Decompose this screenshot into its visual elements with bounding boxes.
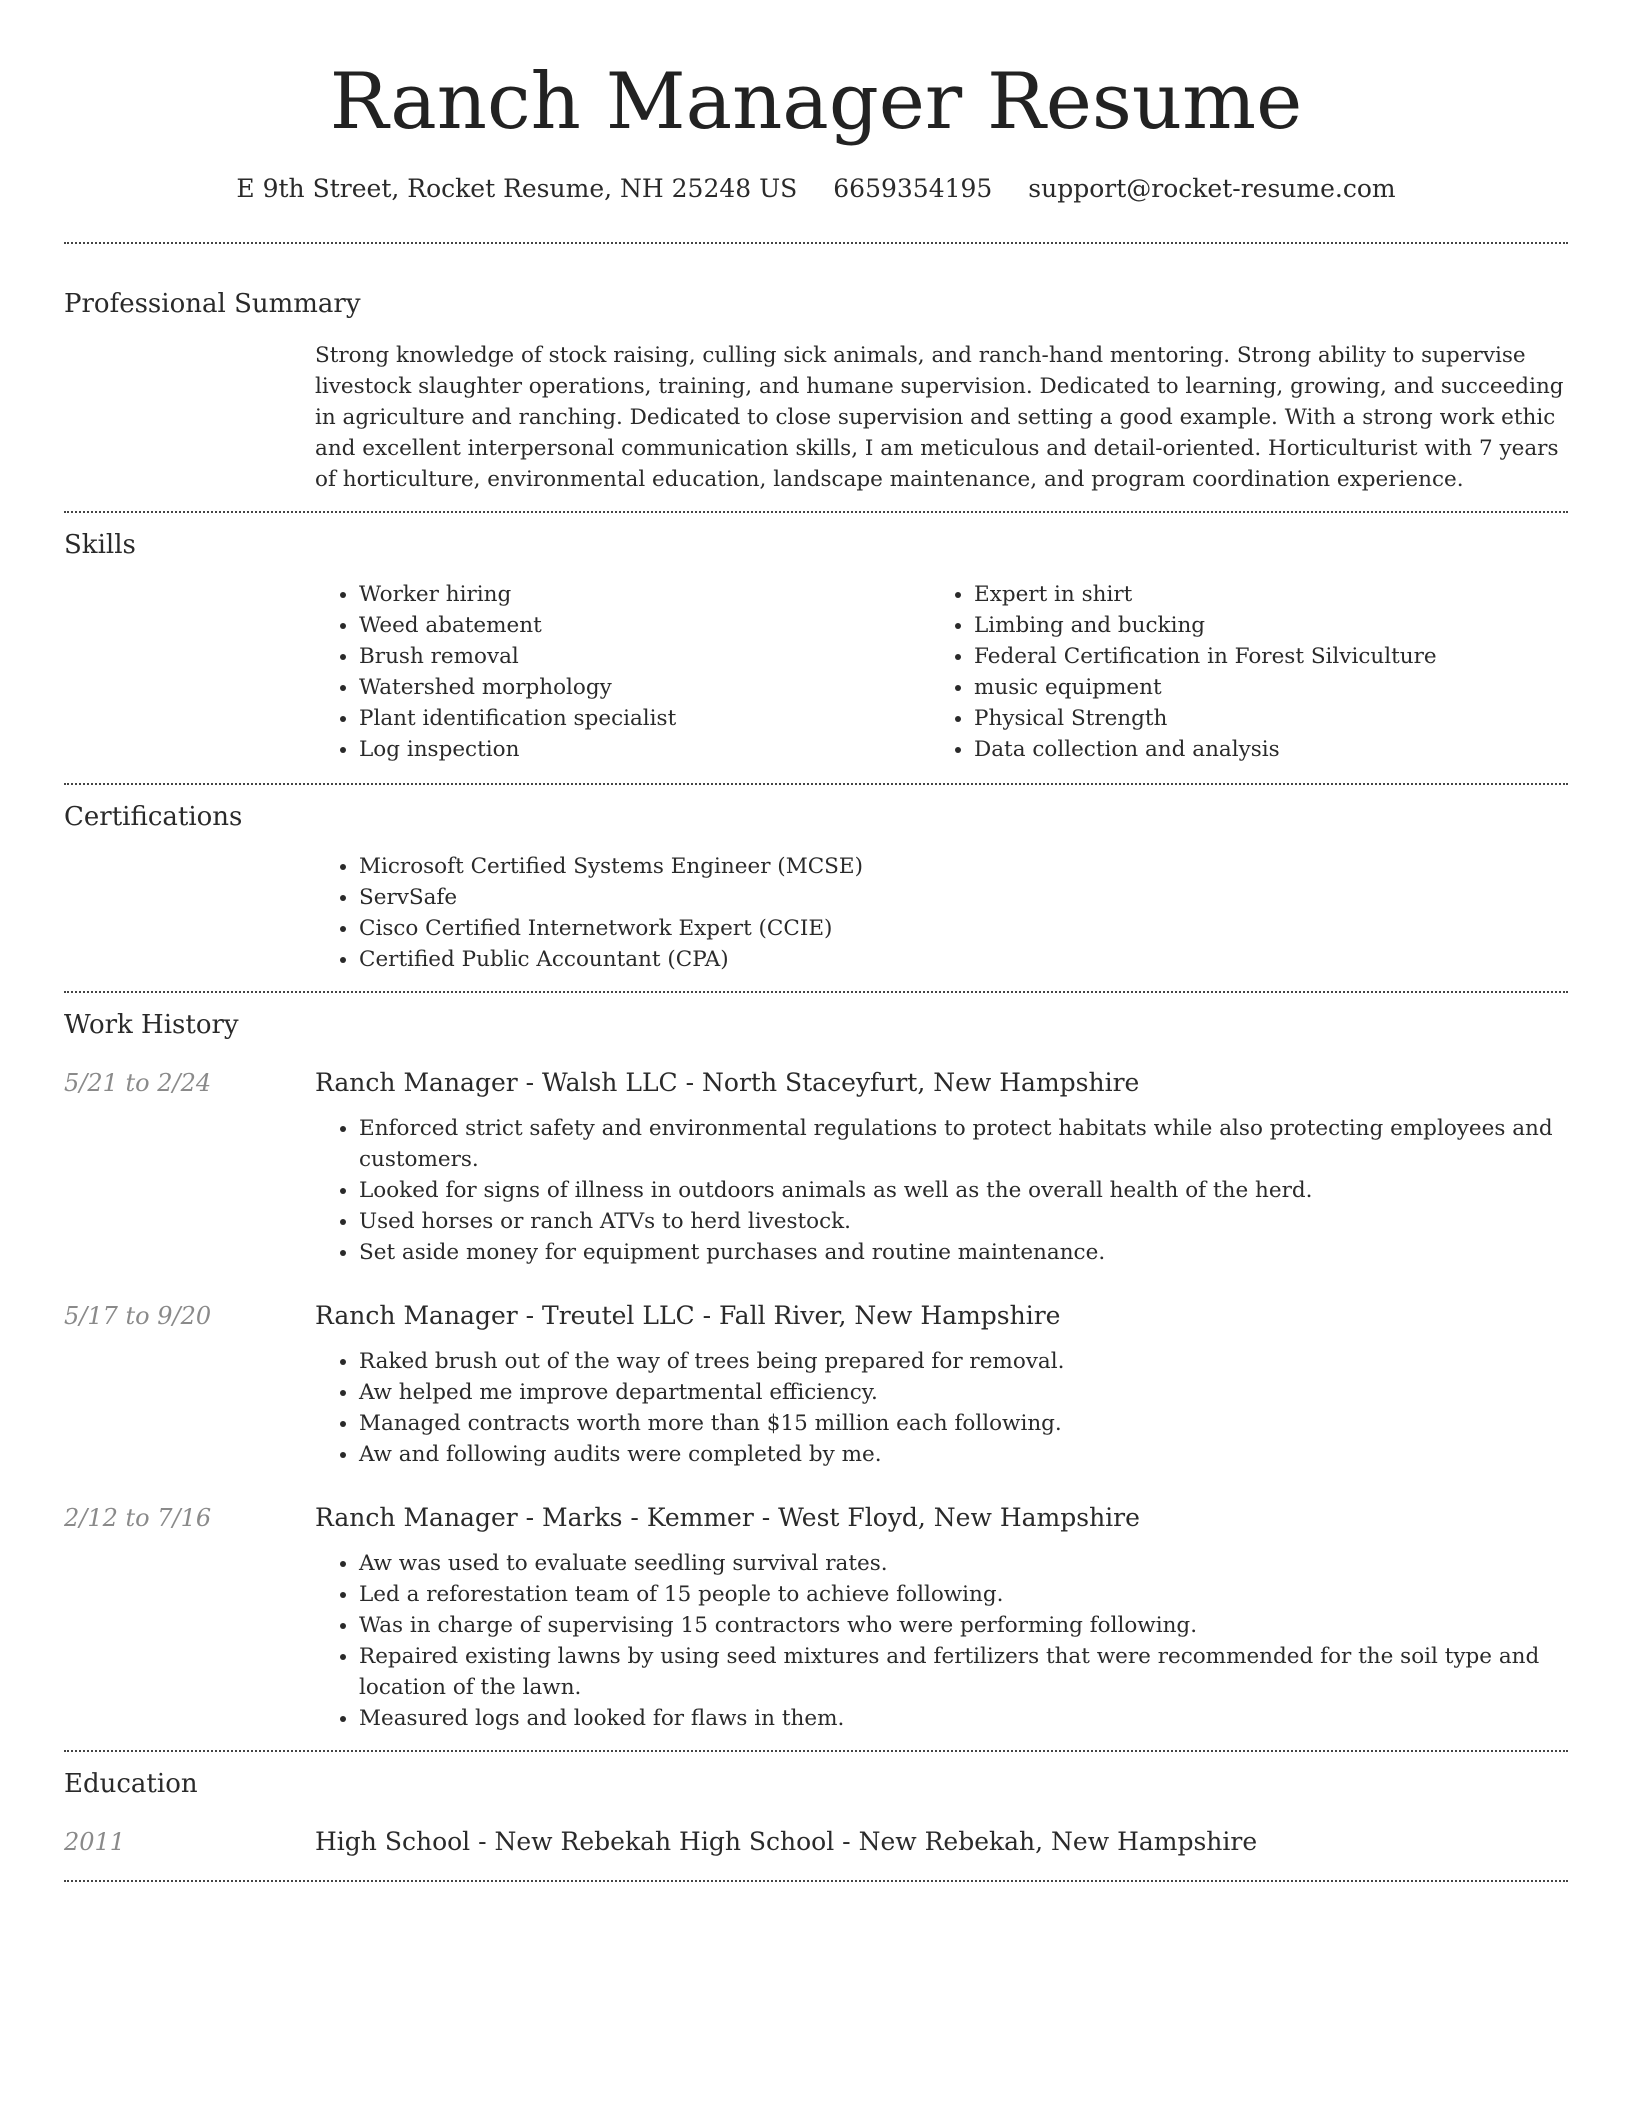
job-bullet: • Enforced strict safety and environmental regulations to protect habitats while also protecting employees and customers. (359, 1113, 1568, 1175)
job-bullet: • Repaired existing lawns by using seed mixtures and fertilizers that were recommended for the soil type and location of the lawn. (359, 1641, 1568, 1703)
certification-item: • Certified Public Accountant (CPA) (359, 944, 1568, 975)
job-bullet: • Used horses or ranch ATVs to herd livestock. (359, 1206, 1568, 1237)
summary-heading: Professional Summary (64, 289, 361, 319)
job-dates: 2/12 to 7/16 (64, 1504, 212, 1532)
skills-heading: Skills (64, 530, 136, 560)
skill-item: • Worker hiring (359, 579, 930, 610)
education-title: High School - New Rebekah High School - New Rebekah, New Hampshire (315, 1827, 1258, 1856)
skill-item: • Plant identification specialist (359, 703, 930, 734)
page-title: Ranch Manager Resume (329, 57, 1303, 147)
skills-columns (315, 579, 1568, 783)
work-history-heading: Work History (64, 1010, 239, 1040)
skill-item: • music equipment (974, 672, 1545, 703)
skill-item: • Limbing and bucking (974, 610, 1545, 641)
job-title: Ranch Manager - Treutel LLC - Fall River, New Hampshire (315, 1301, 1061, 1330)
education-entry (64, 1824, 1568, 1880)
divider (64, 1880, 1568, 1882)
education-heading: Education (64, 1769, 198, 1799)
job-bullets (315, 1548, 1568, 1734)
job-bullet: • Managed contracts worth more than $15 million each following. (359, 1408, 1568, 1439)
skill-item: • Physical Strength (974, 703, 1545, 734)
job-title: Ranch Manager - Walsh LLC - North Staceyfurt, New Hampshire (315, 1068, 1140, 1097)
skills-list-right (930, 579, 1545, 765)
job-dates: 5/17 to 9/20 (64, 1302, 212, 1330)
skill-item: • Expert in shirt (974, 579, 1545, 610)
contact-email: support@rocket-resume.com (1028, 174, 1396, 203)
skill-item: • Federal Certification in Forest Silviculture (974, 641, 1545, 672)
job-bullets (315, 1113, 1568, 1268)
skill-item: • Weed abatement (359, 610, 930, 641)
certification-item: • Microsoft Certified Systems Engineer (MCSE) (359, 851, 1568, 882)
skills-section (64, 513, 1568, 783)
certifications-list-wrap (315, 851, 1568, 991)
job-bullet-list (315, 1113, 1568, 1268)
certification-item: • ServSafe (359, 882, 1568, 913)
skill-item: • Watershed morphology (359, 672, 930, 703)
job-bullet: • Aw and following audits were completed by me. (359, 1439, 1568, 1470)
job-header (64, 1298, 1568, 1334)
job-entry (64, 1298, 1568, 1470)
skill-item: • Log inspection (359, 734, 930, 765)
contact-phone: 6659354195 (833, 174, 993, 203)
work-history-section (64, 993, 1568, 1750)
contact-address: E 9th Street, Rocket Resume, NH 25248 US (236, 174, 798, 203)
certification-item: • Cisco Certified Internetwork Expert (CCIE) (359, 913, 1568, 944)
skills-list-left (315, 579, 930, 765)
job-bullet: • Was in charge of supervising 15 contractors who were performing following. (359, 1610, 1568, 1641)
job-bullet: • Looked for signs of illness in outdoors animals as well as the overall health of the herd. (359, 1175, 1568, 1206)
job-bullets (315, 1346, 1568, 1470)
summary-section (64, 244, 1568, 511)
job-entry (64, 1500, 1568, 1734)
job-header (64, 1500, 1568, 1536)
certifications-heading: Certifications (64, 802, 243, 832)
job-bullet: • Raked brush out of the way of trees being prepared for removal. (359, 1346, 1568, 1377)
summary-text: Strong knowledge of stock raising, culling sick animals, and ranch-hand mentoring. Strong ability to supervise livestock slaughter operations, training, and humane supervision. Dedicated to learning, growing, and succeeding in agriculture and ranching. Dedicated to close supervision and setting a good example. With a strong work ethic and excellent interpersonal communication skills, I am meticulous and detail-oriented. Horticulturist with 7 years of horticulture, environmental education, landscape maintenance, and program coordination experience. (315, 343, 1564, 492)
education-section (64, 1752, 1568, 1880)
job-bullet: • Aw was used to evaluate seedling survival rates. (359, 1548, 1568, 1579)
job-bullet: • Aw helped me improve departmental efficiency. (359, 1377, 1568, 1408)
skill-item: • Data collection and analysis (974, 734, 1545, 765)
job-header (64, 1065, 1568, 1101)
skill-item: • Brush removal (359, 641, 930, 672)
education-year: 2011 (64, 1828, 126, 1856)
certifications-section (64, 785, 1568, 991)
certifications-list (315, 851, 1568, 975)
job-bullet: • Led a reforestation team of 15 people to achieve following. (359, 1579, 1568, 1610)
job-bullet: • Set aside money for equipment purchases and routine maintenance. (359, 1237, 1568, 1268)
spacer (64, 1734, 1568, 1750)
job-title: Ranch Manager - Marks - Kemmer - West Floyd, New Hampshire (315, 1503, 1140, 1532)
job-bullet-list (315, 1548, 1568, 1734)
job-bullet-list (315, 1346, 1568, 1470)
job-dates: 5/21 to 2/24 (64, 1069, 212, 1097)
job-entry (64, 1065, 1568, 1268)
job-bullet: • Measured logs and looked for flaws in them. (359, 1703, 1568, 1734)
contact-line (64, 172, 1568, 206)
